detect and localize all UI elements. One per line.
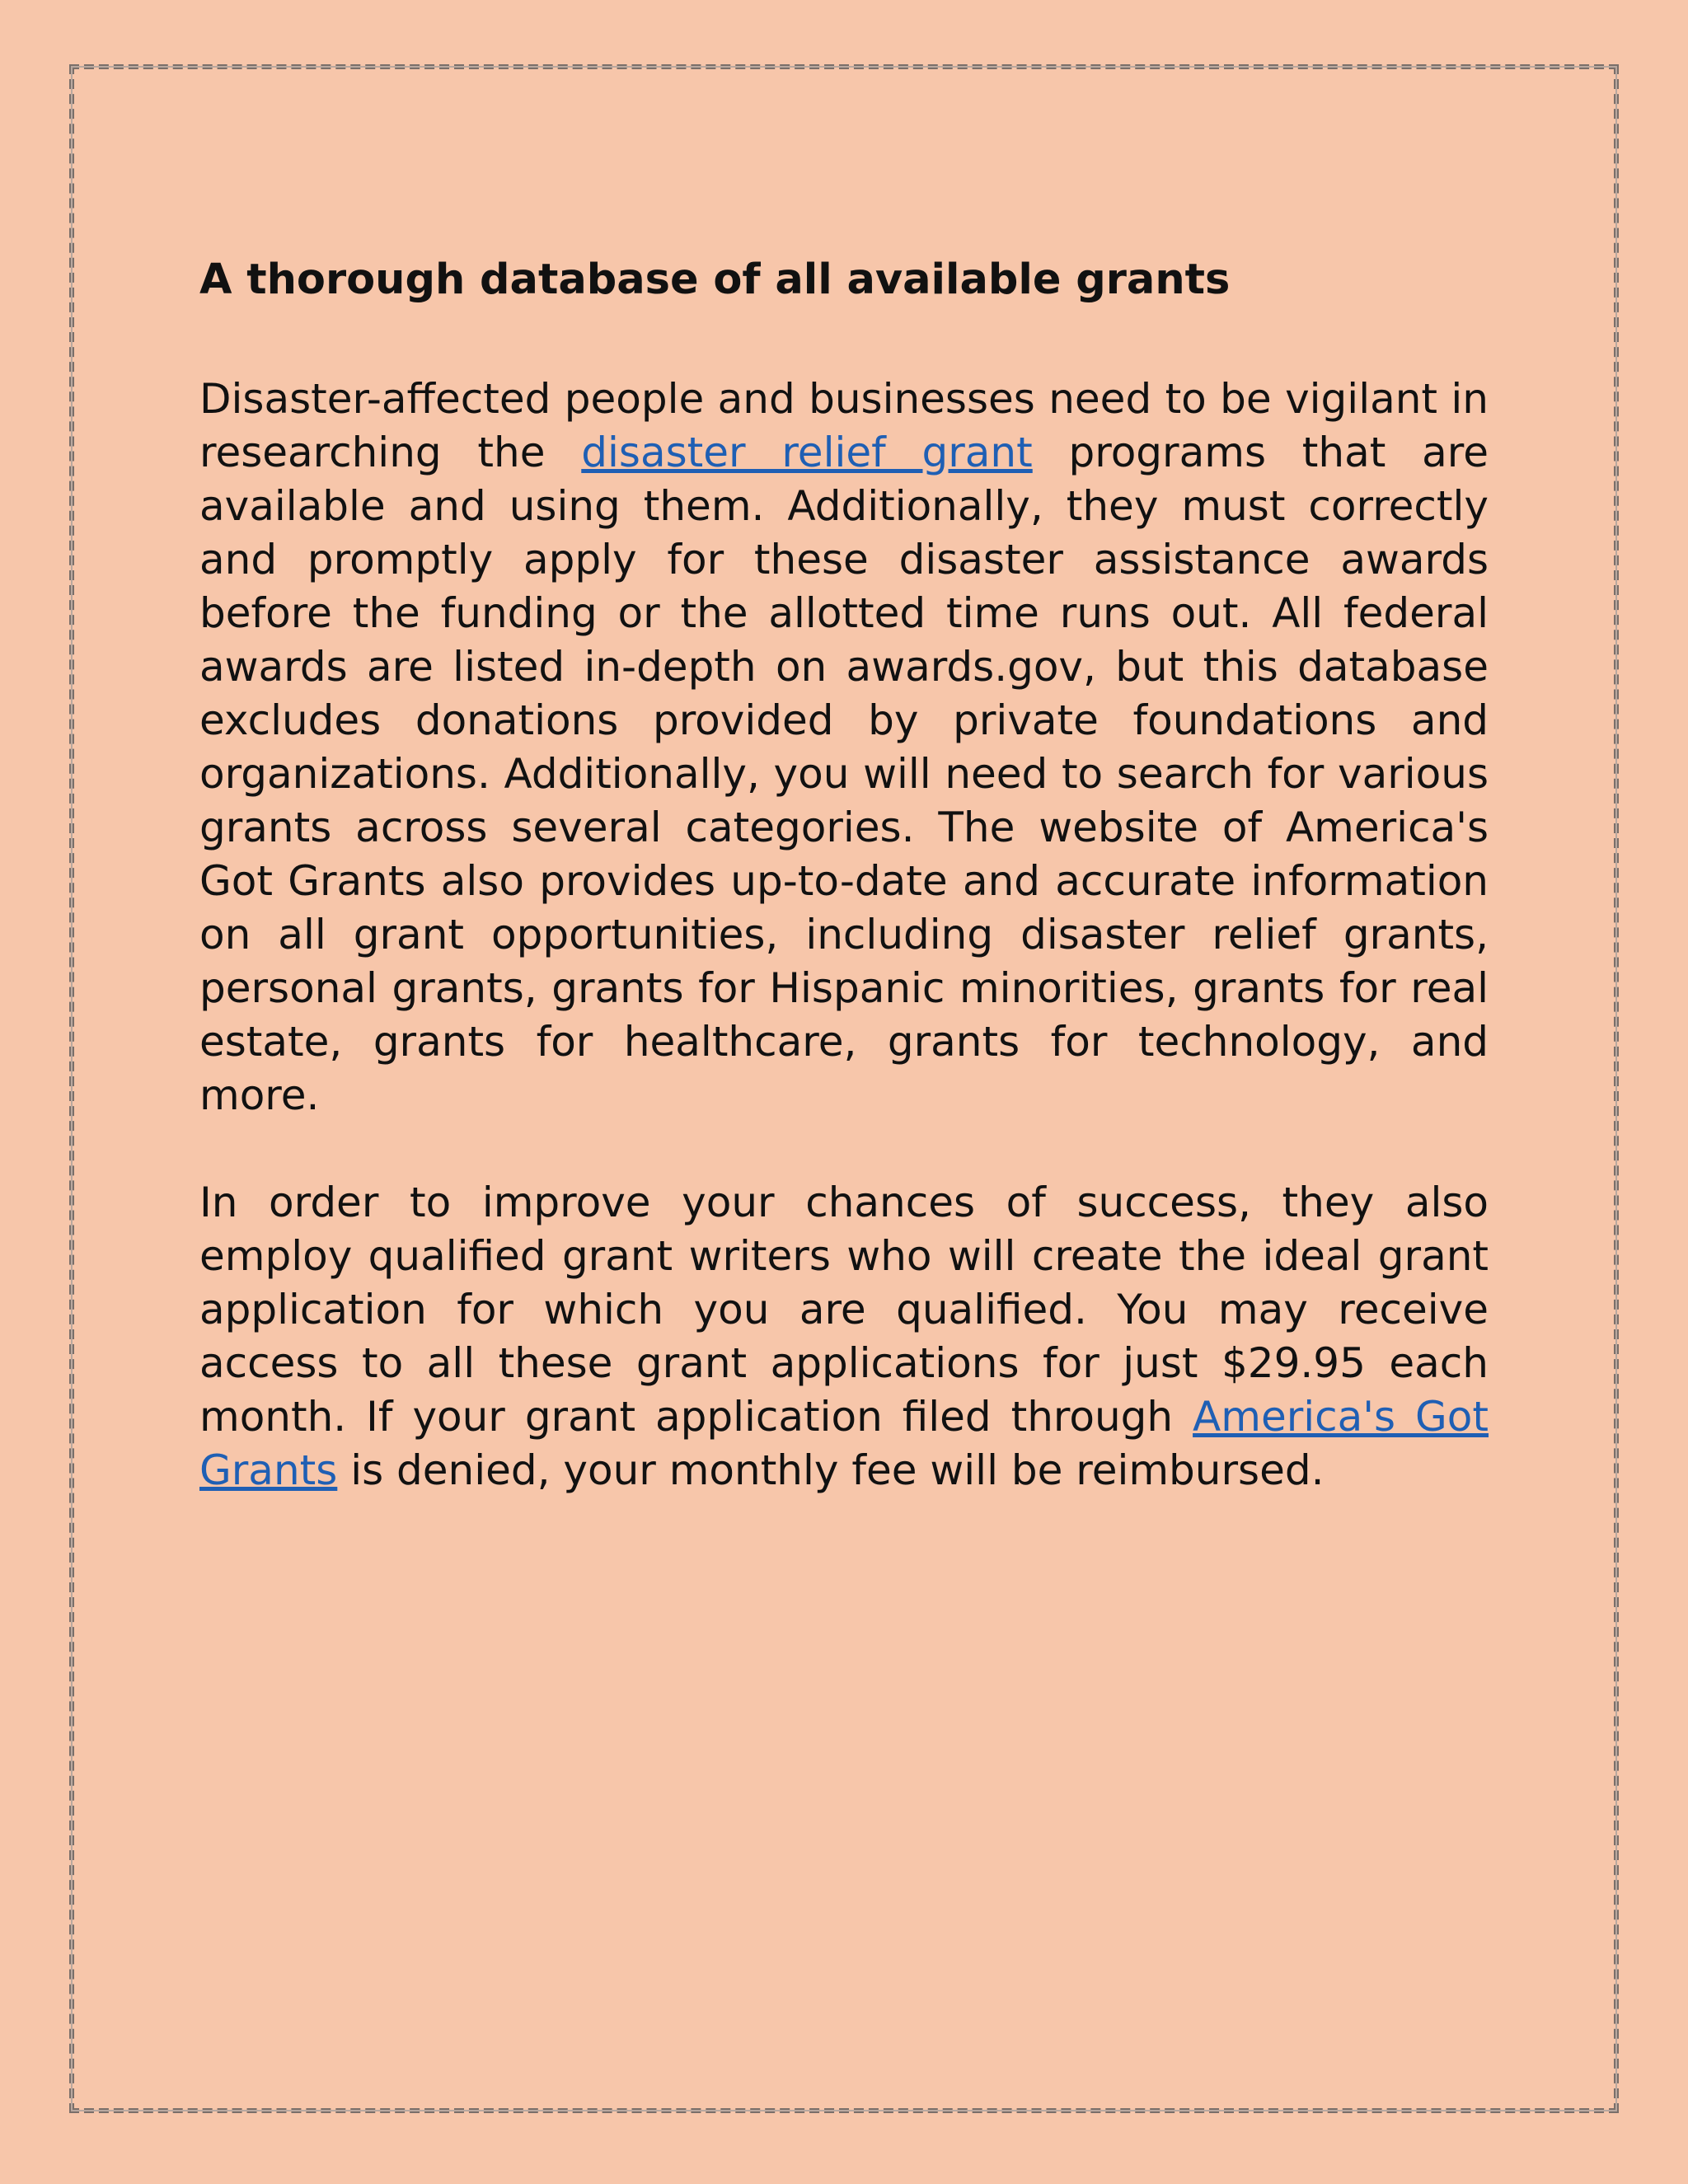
paragraph-text: is denied, your monthly fee will be reimbursed. bbox=[337, 1446, 1325, 1494]
document-body bbox=[199, 247, 1489, 1551]
paragraph-disaster-grants bbox=[199, 373, 1489, 1122]
section-heading: A thorough database of all available grants bbox=[199, 255, 1231, 304]
paragraph-text: Disaster-affected people and businesses need to be vigilant in researching the bbox=[199, 375, 1489, 476]
disaster-relief-grant-link[interactable]: disaster relief grant bbox=[581, 429, 1033, 476]
paragraph-grant-writers bbox=[199, 1176, 1489, 1497]
paragraph-text: In order to improve your chances of success, they also employ qualified grant writers who will create the ideal grant application for which you are qualified. You may receive access to all these grant applications for just $29.95 each month. If your grant application filed through bbox=[199, 1179, 1489, 1441]
americas-got-grants-link[interactable]: America's Got Grants bbox=[199, 1393, 1489, 1494]
paragraph-text: programs that are available and using them. Additionally, they must correctly and promptly apply for these disaster assistance awards before the funding or the allotted time runs out. All federal awards are listed in-depth on awards.gov, but this database excludes donations provided by private foundations and organizations. Additionally, you will need to search for various grants across several categories. The website of America's Got Grants also provides up-to-date and accurate information on all grant opportunities, including disaster relief grants, personal grants, grants for Hispanic minorities, grants for real estate, grants for healthcare, grants for technology, and more. bbox=[199, 429, 1489, 1119]
